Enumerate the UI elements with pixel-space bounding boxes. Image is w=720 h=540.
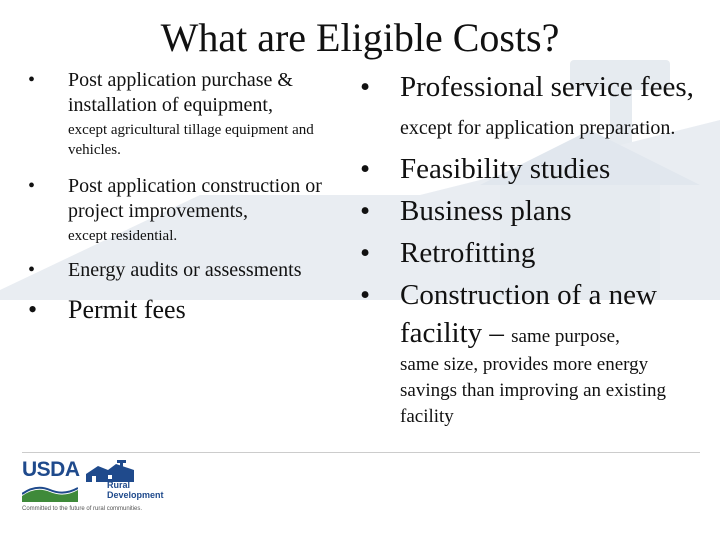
bullet-icon: • <box>28 259 36 281</box>
list-item <box>360 276 705 430</box>
bullet-icon: • <box>28 175 36 197</box>
bullet-icon: • <box>360 195 371 227</box>
bullet-icon: • <box>360 279 371 311</box>
list-item <box>28 293 358 326</box>
list-item <box>360 192 705 230</box>
item-text: Feasibility studies <box>400 153 611 185</box>
item-text: Business plans <box>400 195 572 227</box>
agency-line-2: Development <box>107 490 164 500</box>
right-bullet-list <box>360 68 705 430</box>
item-subtext: except for application preparation. <box>400 117 676 139</box>
slide-title: What are Eligible Costs? <box>160 15 560 60</box>
bullet-icon: • <box>28 69 36 91</box>
usda-rural-development-logo <box>22 458 164 520</box>
list-item <box>28 68 358 160</box>
bullet-icon: • <box>360 237 371 269</box>
item-subtext: except agricultural tillage equipment and vehicles. <box>68 122 314 158</box>
item-subtext: except residential. <box>68 228 178 244</box>
tagline: Committed to the future of rural communities. <box>22 506 143 512</box>
item-subtext: same purpose, <box>511 326 620 347</box>
item-text: Permit fees <box>68 295 186 324</box>
rural-development-wordmark <box>107 480 164 500</box>
left-bullet-list <box>28 68 358 326</box>
agency-line-1: Rural <box>107 480 131 490</box>
item-text: Post application purchase & installation of equipment, <box>68 69 293 116</box>
bullet-icon: • <box>360 71 371 103</box>
item-text: Retrofitting <box>400 237 536 269</box>
bullet-icon: • <box>28 295 38 324</box>
list-item <box>360 150 705 188</box>
item-text: Energy audits or assessments <box>68 259 302 281</box>
usda-hill-icon <box>22 486 78 502</box>
bullet-icon: • <box>360 153 371 185</box>
item-text: Professional service fees, <box>400 71 694 103</box>
list-item <box>28 258 358 283</box>
list-item <box>360 234 705 272</box>
rural-development-building-icon <box>86 460 134 482</box>
item-text: Post application construction or project improvements, <box>68 175 322 222</box>
item-detail: same size, provides more energy savings than improving an existing facility <box>400 354 666 427</box>
item-dash: – <box>482 317 512 349</box>
footer-divider <box>22 452 700 453</box>
list-item <box>28 174 358 246</box>
usda-wordmark: USDA <box>22 458 80 481</box>
list-item <box>360 68 705 144</box>
item-text: Construction of a new facility <box>400 279 657 349</box>
